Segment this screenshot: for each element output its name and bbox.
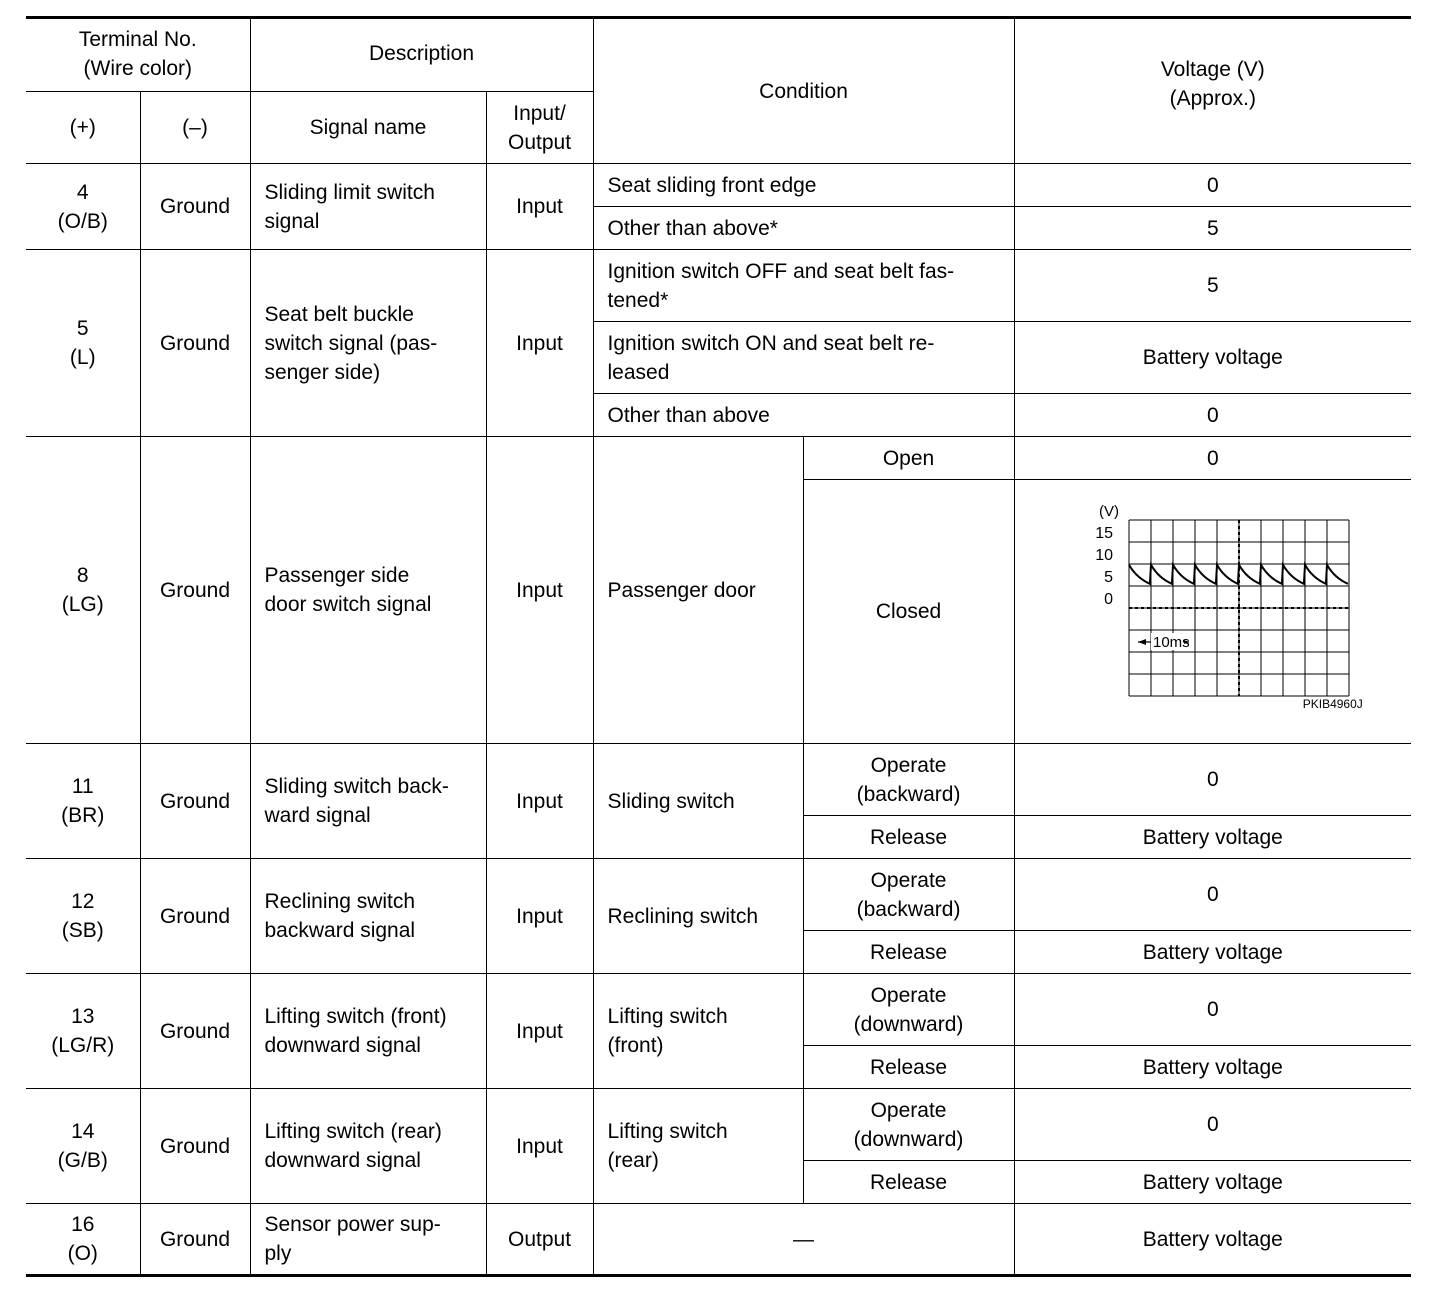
ground-cell: Ground (140, 744, 250, 859)
ground-cell: Ground (140, 437, 250, 744)
voltage-cell: Battery voltage (1014, 322, 1411, 394)
terminal-number: 12 (SB) (26, 859, 140, 974)
condition-cell: Passenger door (593, 437, 803, 744)
condition-cell: Reclining switch (593, 859, 803, 974)
voltage-cell: 0 (1014, 1089, 1411, 1161)
signal-name: Lifting switch (front) downward signal (250, 974, 486, 1089)
waveform-unit: (V) (1098, 504, 1119, 520)
io-cell: Input (486, 859, 593, 974)
voltage-cell: 0 (1014, 394, 1411, 437)
state-cell: Release (803, 1046, 1014, 1089)
signal-name: Lifting switch (rear) downward signal (250, 1089, 486, 1204)
ground-cell: Ground (140, 974, 250, 1089)
voltage-cell: 0 (1014, 164, 1411, 207)
header-description: Description (250, 18, 593, 92)
waveform-trace (1129, 565, 1348, 584)
time-scale-arrow-left (1138, 639, 1146, 645)
voltage-cell: 0 (1014, 744, 1411, 816)
header-signal-name: Signal name (250, 92, 486, 164)
voltage-cell: 0 (1014, 437, 1411, 480)
header-io: Input/ Output (486, 92, 593, 164)
time-scale-label: 10ms (1152, 634, 1190, 651)
state-cell: Closed (803, 480, 1014, 744)
ground-cell: Ground (140, 1204, 250, 1276)
waveform-cell (1014, 480, 1411, 744)
io-cell: Input (486, 1089, 593, 1204)
waveform-ytick: 10 (1094, 547, 1113, 564)
condition-cell: Sliding switch (593, 744, 803, 859)
voltage-cell: Battery voltage (1014, 931, 1411, 974)
header-terminal-no: Terminal No. (Wire color) (26, 18, 250, 92)
signal-name: Sliding limit switch signal (250, 164, 486, 250)
terminal-spec-table (26, 16, 1411, 1277)
ground-cell: Ground (140, 164, 250, 250)
terminal-number: 11 (BR) (26, 744, 140, 859)
signal-name: Passenger side door switch signal (250, 437, 486, 744)
waveform-diagram (1063, 504, 1363, 719)
voltage-cell: Battery voltage (1014, 816, 1411, 859)
voltage-cell: Battery voltage (1014, 1204, 1411, 1276)
io-cell: Input (486, 250, 593, 437)
state-cell: Release (803, 816, 1014, 859)
terminal-number: 13 (LG/R) (26, 974, 140, 1089)
ground-cell: Ground (140, 250, 250, 437)
voltage-cell: 0 (1014, 974, 1411, 1046)
io-cell: Output (486, 1204, 593, 1276)
waveform-ytick: 5 (1103, 569, 1113, 586)
ground-cell: Ground (140, 1089, 250, 1204)
voltage-cell: 0 (1014, 859, 1411, 931)
signal-name: Sliding switch back- ward signal (250, 744, 486, 859)
terminal-number: 16 (O) (26, 1204, 140, 1276)
header-plus: (+) (26, 92, 140, 164)
condition-cell: — (593, 1204, 1014, 1276)
header-condition: Condition (593, 18, 1014, 164)
state-cell: Open (803, 437, 1014, 480)
voltage-cell: Battery voltage (1014, 1046, 1411, 1089)
state-cell: Operate (downward) (803, 974, 1014, 1046)
signal-name: Sensor power sup- ply (250, 1204, 486, 1276)
signal-name: Seat belt buckle switch signal (pas- senger side) (250, 250, 486, 437)
condition-cell: Ignition switch OFF and seat belt fas- tened* (593, 250, 1014, 322)
state-cell: Operate (downward) (803, 1089, 1014, 1161)
condition-cell: Seat sliding front edge (593, 164, 1014, 207)
waveform-ytick: 15 (1094, 525, 1113, 542)
voltage-cell: 5 (1014, 250, 1411, 322)
state-cell: Release (803, 1161, 1014, 1204)
header-voltage: Voltage (V) (Approx.) (1014, 18, 1411, 164)
signal-name: Reclining switch backward signal (250, 859, 486, 974)
io-cell: Input (486, 744, 593, 859)
voltage-cell: Battery voltage (1014, 1161, 1411, 1204)
condition-cell: Ignition switch ON and seat belt re- leased (593, 322, 1014, 394)
condition-cell: Other than above (593, 394, 1014, 437)
state-cell: Operate (backward) (803, 859, 1014, 931)
waveform-grid (1129, 520, 1349, 696)
waveform-ytick: 0 (1103, 591, 1113, 608)
terminal-number: 4 (O/B) (26, 164, 140, 250)
waveform-graph (1063, 504, 1363, 719)
io-cell: Input (486, 164, 593, 250)
ground-cell: Ground (140, 859, 250, 974)
header-minus: (–) (140, 92, 250, 164)
terminal-number: 14 (G/B) (26, 1089, 140, 1204)
condition-cell: Lifting switch (front) (593, 974, 803, 1089)
io-cell: Input (486, 437, 593, 744)
io-cell: Input (486, 974, 593, 1089)
condition-cell: Other than above* (593, 207, 1014, 250)
state-cell: Release (803, 931, 1014, 974)
terminal-number: 8 (LG) (26, 437, 140, 744)
terminal-number: 5 (L) (26, 250, 140, 437)
figure-code: PKIB4960J (1302, 697, 1363, 711)
state-cell: Operate (backward) (803, 744, 1014, 816)
condition-cell: Lifting switch (rear) (593, 1089, 803, 1204)
voltage-cell: 5 (1014, 207, 1411, 250)
